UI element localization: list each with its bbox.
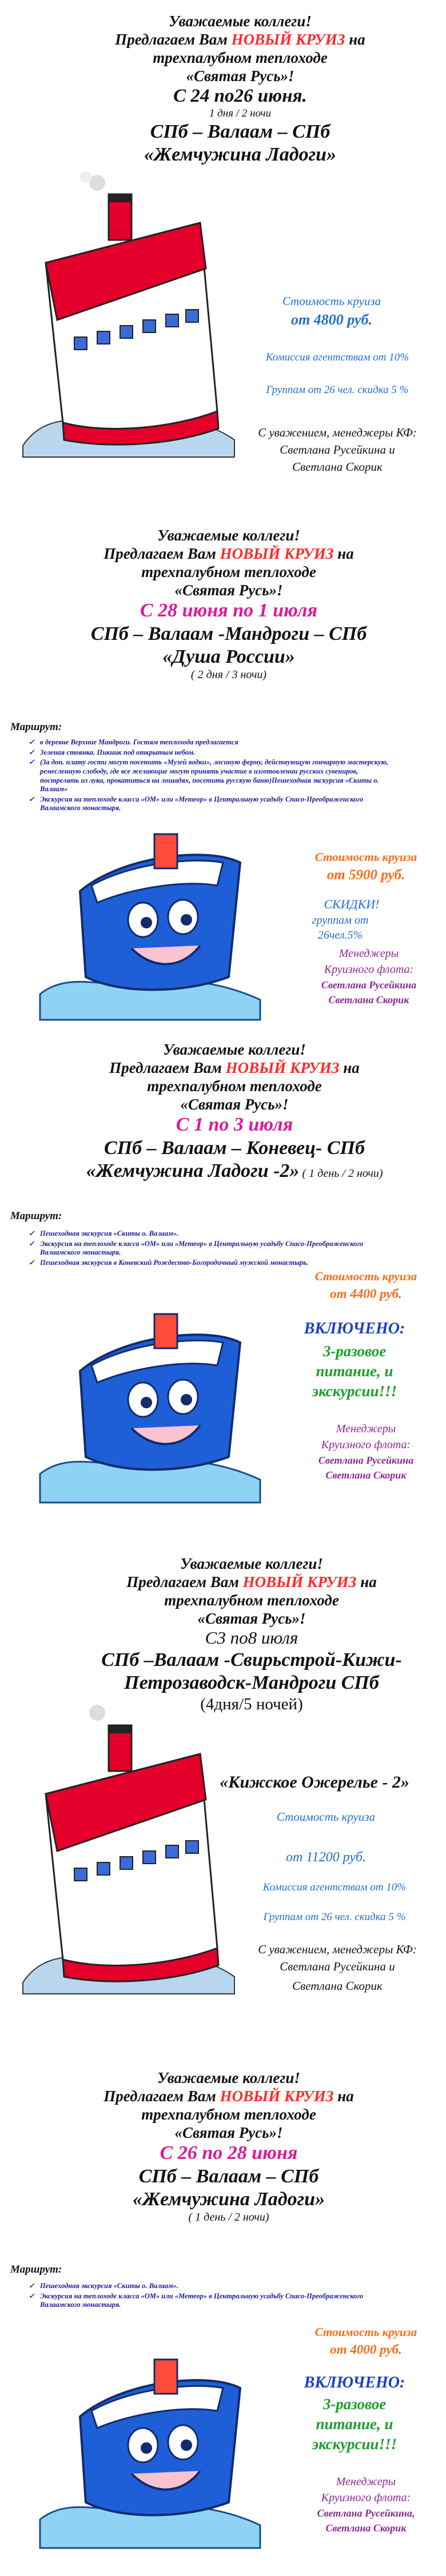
price-value: от 4000 руб. xyxy=(330,2342,402,2357)
greeting: Уважаемые коллеги! xyxy=(157,527,300,544)
ship-line-1: трехпалубном теплоходе xyxy=(147,1077,322,1095)
manager-2: Светлана Скорик xyxy=(325,2522,407,2534)
itinerary-item: ✓ Экскурсия на теплоходе класса «ОМ» или «Метеор» в Центральную усадьбу Спасо-Преображенского Валаамского монастыря. xyxy=(27,2292,382,2310)
cruise-name: «Душа России» xyxy=(162,646,295,667)
offer-line: Предлагаем Вам НОВЫЙ КРУИЗ на xyxy=(126,1573,377,1591)
discount-line-2: 26чел.5% xyxy=(317,929,363,942)
manager-2: Светлана Скорик xyxy=(292,460,383,474)
itinerary-title: Маршрут: xyxy=(10,1210,62,1222)
ship-line-2: «Святая Русь»! xyxy=(180,1095,289,1113)
cartoon-ship-icon xyxy=(34,1297,263,1508)
price-label: Стоимость круиза xyxy=(276,1810,376,1824)
ship-line-1: трехпалубном теплоходе xyxy=(141,2105,316,2123)
offer-1 xyxy=(0,0,446,514)
price-label: Стоимость круиза xyxy=(314,850,417,864)
cruise-dates: С3 по8 июля xyxy=(205,1628,298,1648)
itinerary-item: ✓ в деревне Верхние Мандроги. Гостям теплохода предлагается xyxy=(27,738,393,747)
offer-line: Предлагаем Вам НОВЫЙ КРУИЗ на xyxy=(103,544,354,562)
price-label: Стоимость круиза xyxy=(314,2325,417,2339)
cruise-name: «Жемчужина Ладоги» xyxy=(144,143,337,165)
managers-title-2: Круизного флота: xyxy=(321,1439,411,1451)
manager-2: Светлана Скорик xyxy=(328,994,409,1005)
manager-1: Светлана Русейкина xyxy=(321,979,417,991)
price-value: от 11200 руб. xyxy=(286,1850,366,1865)
itinerary-title: Маршрут: xyxy=(10,721,62,733)
new-cruise-label: НОВЫЙ КРУИЗ xyxy=(231,30,345,48)
offer-line: Предлагаем Вам НОВЫЙ КРУИЗ на xyxy=(115,30,365,48)
included-title: ВКЛЮЧЕНО: xyxy=(304,1320,405,1337)
cruise-route: СПб – Валаам -Мандроги – СПб xyxy=(90,623,367,644)
cartoon-ship-icon xyxy=(34,2337,263,2554)
ship-line-2: «Святая Русь»! xyxy=(174,2124,283,2141)
included-title: ВКЛЮЧЕНО: xyxy=(304,2374,405,2391)
offer-3 xyxy=(0,1028,446,1543)
managers-title: Менеджеры xyxy=(336,2475,396,2488)
price-label: Стоимость круиза xyxy=(282,294,381,308)
manager-1: Светлана Русейкина и xyxy=(280,1960,395,1973)
manager-2: Светлана Скорик xyxy=(292,1979,383,1993)
itinerary-item: ✓ Экскурсия на теплоходе класса «ОМ» или «Метеор» в Центральную усадьбу Спасо-Преображенского Валаамского монастыря. xyxy=(27,1240,382,1257)
offer-line: Предлагаем Вам НОВЫЙ КРУИЗ на xyxy=(109,1059,360,1076)
greeting: Уважаемые коллеги! xyxy=(163,1041,306,1058)
manager-2: Светлана Скорик xyxy=(325,1469,407,1481)
offer-4 xyxy=(0,1543,446,2057)
manager-1: Светлана Русейкина xyxy=(318,1455,414,1466)
price-label: Стоимость круиза xyxy=(314,1269,417,1283)
offer-5 xyxy=(0,2057,446,2576)
group-discount-text: Группам от 26 чел. скидка 5 % xyxy=(266,384,409,396)
cruise-ship-illustration xyxy=(11,171,240,468)
ship-line-1: трехпалубном теплоходе xyxy=(141,563,316,580)
cruise-route: СПб – Валаам – СПб xyxy=(138,2165,319,2187)
cruise-ship-illustration xyxy=(11,1685,240,2005)
itinerary-item: ✓ Пешеходная экскурсия «Скиты о. Валаам». xyxy=(27,1229,382,1239)
greeting: Уважаемые коллеги! xyxy=(180,1555,323,1572)
greeting: Уважаемые коллеги! xyxy=(169,13,312,30)
included-line-3: экскурсии!!! xyxy=(312,1383,397,1400)
cruise-name: «Жемчужина Ладоги» xyxy=(132,2188,325,2210)
new-cruise-label: НОВЫЙ КРУИЗ xyxy=(242,1573,357,1591)
regards-text: С уважением, менеджеры КФ: xyxy=(258,1942,417,1956)
itinerary-list xyxy=(27,1229,382,1269)
cartoon-ship-icon xyxy=(34,823,263,1023)
managers-title: Менеджеры xyxy=(336,1423,396,1435)
greeting: Уважаемые коллеги! xyxy=(157,2069,300,2086)
cruise-dates: С 26 по 28 июня xyxy=(160,2142,298,2164)
included-line-2: питание, и xyxy=(316,2415,393,2433)
included-line-1: 3-разовое xyxy=(322,1343,387,1360)
price-value: от 4400 руб. xyxy=(330,1287,402,1301)
offer-line: Предлагаем Вам НОВЫЙ КРУИЗ на xyxy=(103,2087,354,2105)
cruise-route-1: СПб –Валаам -Свирьстрой-Кижи- xyxy=(101,1649,402,1671)
discount-title: СКИДКИ! xyxy=(324,897,380,911)
itinerary-list xyxy=(27,738,393,814)
itinerary-title: Маршрут: xyxy=(10,2263,62,2275)
cruise-route-2: Петрозаводск-Мандроги СПб xyxy=(124,1672,379,1694)
cruise-duration: ( 1 день / 2 ночи) xyxy=(299,1167,383,1180)
cruise-name: «Жемчужина Ладоги -2» ( 1 день / 2 ночи) xyxy=(86,1160,383,1181)
cruise-duration: 1 дня / 2 ночи xyxy=(209,107,272,120)
new-cruise-label: НОВЫЙ КРУИЗ xyxy=(220,544,334,562)
offer-2 xyxy=(0,514,446,1028)
new-cruise-label: НОВЫЙ КРУИЗ xyxy=(220,2087,334,2105)
included-line-3: экскурсии!!! xyxy=(312,2435,397,2453)
offer-1-header xyxy=(63,13,417,166)
itinerary-item: ✓ Экскурсия на теплоходе класса «ОМ» или «Метеор» в Центральную усадьбу Спасо-Преображенского Валаамского монастыря. xyxy=(27,795,393,813)
ship-line-1: трехпалубном теплоходе xyxy=(164,1591,339,1609)
managers-title-2: Круизного флота: xyxy=(324,963,414,976)
commission-text: Комиссия агентствам от 10% xyxy=(262,1881,407,1893)
cruise-dates: С 24 по26 июня. xyxy=(173,86,307,107)
price-value: от 5900 руб. xyxy=(326,867,405,883)
ship-line-2: «Святая Русь»! xyxy=(197,1609,306,1627)
managers-title-2: Круизного флота: xyxy=(321,2491,411,2504)
commission-text: Комиссия агентствам от 10% xyxy=(265,351,409,363)
included-line-1: 3-разовое xyxy=(322,2395,387,2413)
cruise-duration: ( 1 день / 2 ночи) xyxy=(188,2210,269,2224)
ship-line-2: «Святая Русь»! xyxy=(174,581,283,599)
cruise-duration: ( 2 дня / 3 ночи) xyxy=(190,668,267,681)
cruise-duration: (4дня/5 ночей) xyxy=(200,1695,303,1714)
group-discount-text: Группам от 26 чел. скидка 5 % xyxy=(263,1911,406,1923)
offer-5-header xyxy=(34,2069,423,2224)
cruise-dates: С 1 по 3 июля xyxy=(176,1114,293,1136)
itinerary-item: ✓ (За доп. плату гости могут посетить «Музей водки», лосиную ферму, действующую гончарную мастерскую, ремесленную слободу, где все желающие могут принять участие в изготовлении русских сувениров, пострелять из лука, прокатиться на лошадях, посетить русскую баню)Пешеходная экскурсия «Скиты о. Валаам» xyxy=(27,758,393,794)
new-cruise-label: НОВЫЙ КРУИЗ xyxy=(225,1059,340,1076)
itinerary-item: ✓ Пешеходная экскурсия в Коневский Рождество-Богородичный мужской монастырь. xyxy=(27,1259,382,1268)
ship-line-2: «Святая Русь»! xyxy=(186,67,294,85)
itinerary-item: ✓ Зеленая стоянка. Пикник под открытым небом. xyxy=(27,748,393,758)
offer-2-header xyxy=(34,527,423,682)
discount-line-1: группам от xyxy=(312,914,369,927)
itinerary-item: ✓ Пешеходная экскурсия «Скиты о. Валаам». xyxy=(27,2282,382,2291)
included-line-2: питание, и xyxy=(316,1363,393,1380)
ship-line-1: трехпалубном теплоходе xyxy=(153,49,328,66)
itinerary-list xyxy=(27,2282,382,2311)
cruise-name: «Кижское Ожерелье - 2» xyxy=(220,1773,409,1792)
cruise-dates: С 28 июня по 1 июля xyxy=(140,600,318,622)
manager-1: Светлана Русейкина и xyxy=(280,443,395,456)
price-value: от 4800 руб. xyxy=(291,311,372,328)
managers-title: Менеджеры xyxy=(339,947,399,960)
cruise-route: СПб – Валаам – СПб xyxy=(150,121,330,142)
offer-3-header xyxy=(34,1041,435,1183)
manager-1: Светлана Русейкина, xyxy=(317,2507,415,2519)
cruise-route: СПб – Валаам – Коневец- СПб xyxy=(104,1137,365,1159)
regards-text: С уважением, менеджеры КФ: xyxy=(258,426,417,439)
